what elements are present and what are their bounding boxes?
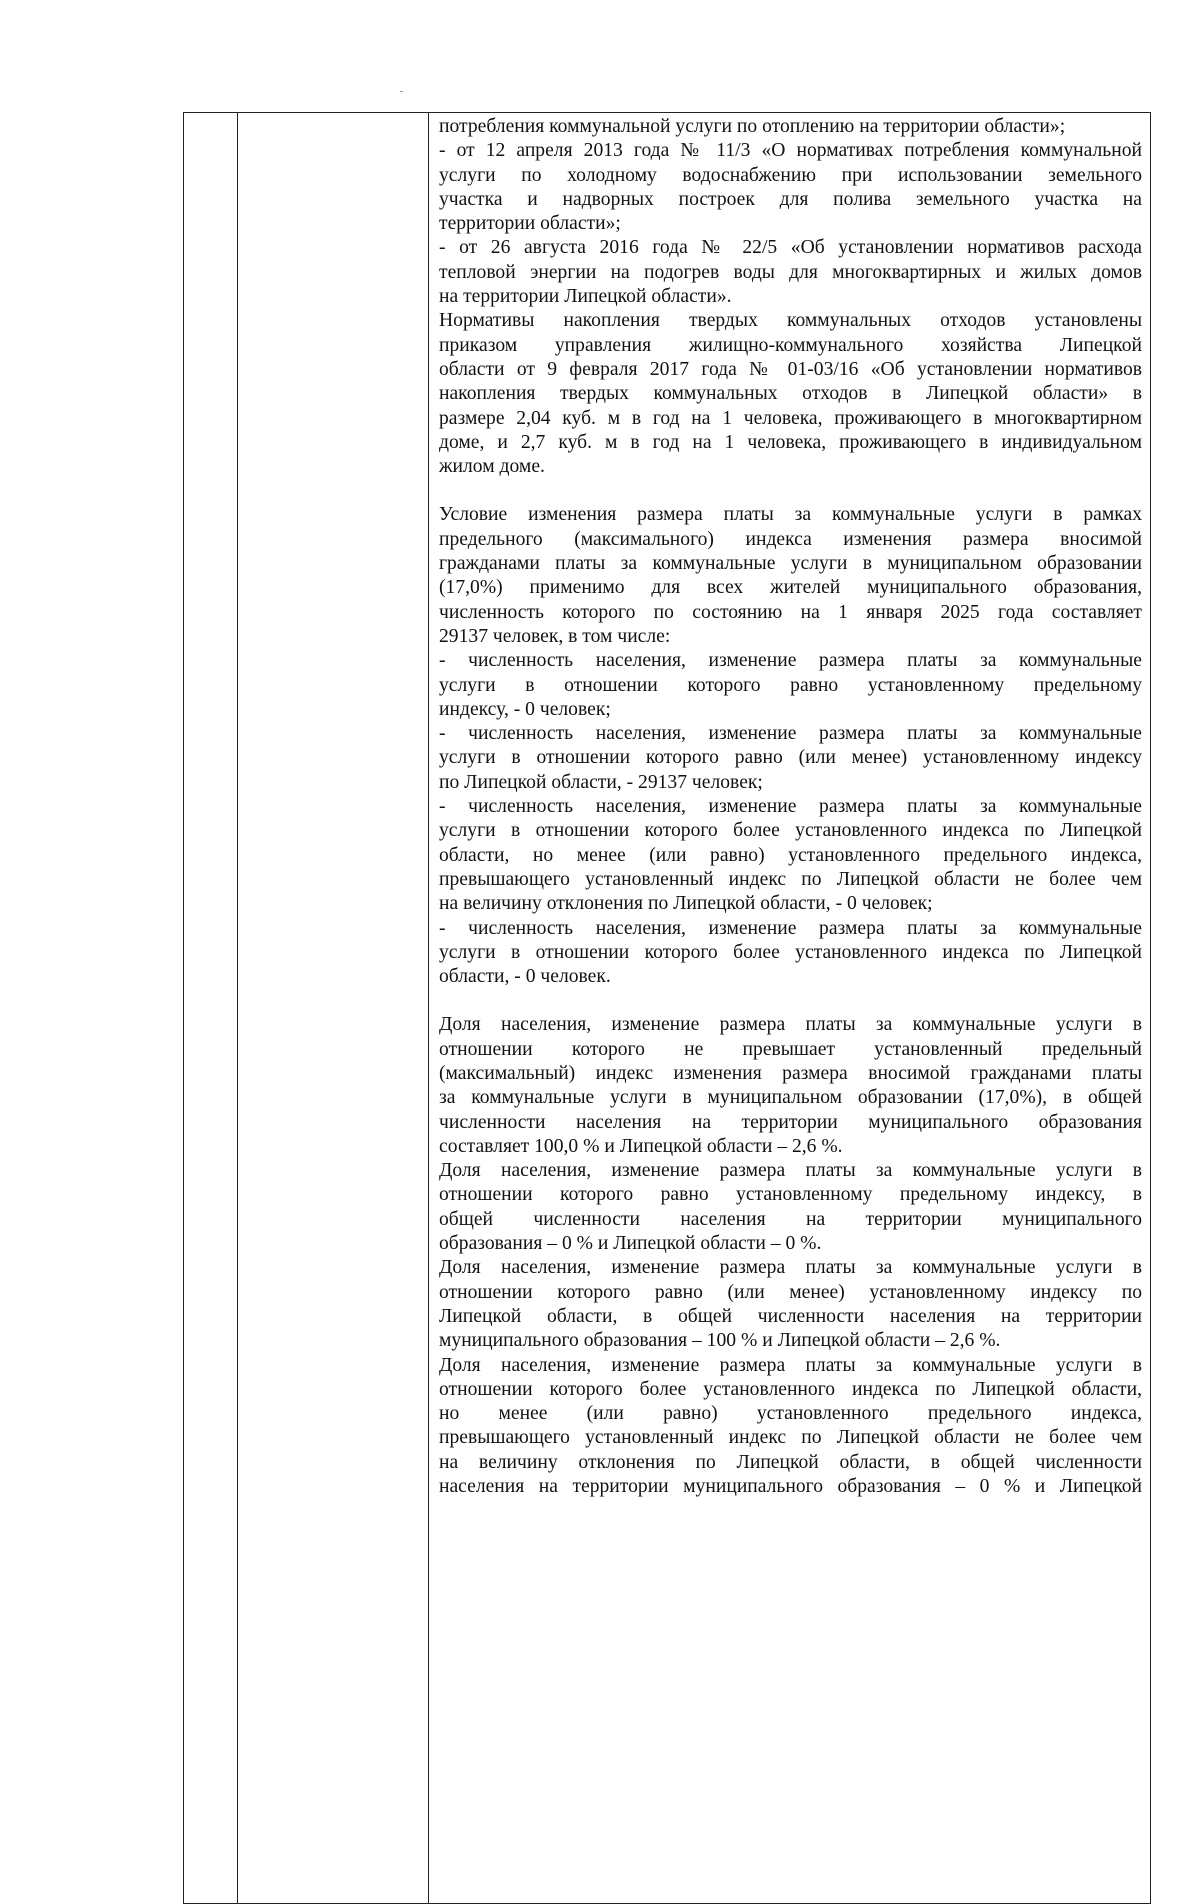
paragraph-gap — [439, 989, 1142, 1013]
text-line: образования – 0 % и Липецкой области – 0 %. — [439, 1233, 822, 1255]
text-line: по Липецкой области, - 29137 человек; — [439, 771, 763, 793]
text-line: области от 9 февраля 2017 года № 01-03/16 «Об установлении нормативов — [439, 358, 1142, 380]
text-line: области, но менее (или равно) установленного предельного индекса, — [439, 844, 1142, 866]
text-line: накопления твердых коммунальных отходов в Липецкой области» в — [439, 383, 1142, 405]
text-line: за коммунальные услуги в муниципальном образовании (17,0%), в общей — [439, 1087, 1142, 1109]
document-table — [183, 112, 1151, 1904]
text-line: приказом управления жилищно-коммунального хозяйства Липецкой — [439, 334, 1142, 356]
text-line: численности населения на территории муниципального образования — [439, 1111, 1142, 1133]
text-line: - от 12 апреля 2013 года № 11/3 «О нормативах потребления коммунальной — [439, 140, 1142, 162]
text-line: Доля населения, изменение размера платы за коммунальные услуги в — [439, 1354, 1142, 1376]
paragraph — [439, 309, 1142, 479]
text-line: общей численности населения на территории муниципального — [439, 1208, 1142, 1230]
text-line: индексу, - 0 человек; — [439, 698, 611, 720]
text-line: муниципального образования – 100 % и Липецкой области – 2,6 %. — [439, 1330, 1001, 1352]
paragraph — [439, 649, 1142, 722]
text-line: (17,0%) применимо для всех жителей муниципального образования, — [439, 577, 1142, 599]
text-line: отношении которого равно (или менее) установленному индексу по — [439, 1281, 1142, 1303]
paragraph — [439, 1354, 1142, 1500]
text-line: гражданами платы за коммунальные услуги в муниципальном образовании — [439, 553, 1142, 575]
table-cell-name — [238, 113, 429, 1904]
text-line: отношении которого равно установленному предельному индексу, в — [439, 1184, 1142, 1206]
text-line: численность которого по состоянию на 1 января 2025 года составляет — [439, 601, 1142, 623]
paragraph — [439, 722, 1142, 795]
paragraph — [439, 236, 1142, 309]
text-line: тепловой энергии на подогрев воды для многоквартирных и жилых домов — [439, 261, 1142, 283]
paragraph — [439, 1013, 1142, 1159]
text-line: на величину отклонения по Липецкой области, в общей численности — [439, 1451, 1142, 1473]
text-line: услуги в отношении которого равно (или менее) установленному индексу — [439, 747, 1142, 769]
paragraph-gap — [439, 479, 1142, 503]
text-line: Доля населения, изменение размера платы за коммунальные услуги в — [439, 1160, 1142, 1182]
table-cell-text — [429, 113, 1151, 1904]
text-line: доме, и 2,7 куб. м в год на 1 человека, проживающего в индивидуальном — [439, 431, 1142, 453]
paragraph — [439, 115, 1142, 139]
table-row — [184, 113, 1151, 1904]
text-line: превышающего установленный индекс по Липецкой области не более чем — [439, 868, 1142, 890]
text-line: области, - 0 человек. — [439, 966, 611, 988]
text-line: услуги в отношении которого более установленного индекса по Липецкой — [439, 941, 1142, 963]
text-line: составляет 100,0 % и Липецкой области – 2,6 %. — [439, 1135, 843, 1157]
text-line: услуги по холодному водоснабжению при использовании земельного — [439, 164, 1142, 186]
text-line: 29137 человек, в том числе: — [439, 625, 671, 647]
text-line: размере 2,04 куб. м в год на 1 человека, проживающего в многоквартирном — [439, 407, 1142, 429]
text-line: услуги в отношении которого равно установленному предельному — [439, 674, 1142, 696]
text-line: Липецкой области, в общей численности населения на территории — [439, 1305, 1142, 1327]
text-line: - численность населения, изменение размера платы за коммунальные — [439, 723, 1142, 745]
text-body — [439, 115, 1142, 1499]
text-line: территории области»; — [439, 213, 621, 235]
text-line: услуги в отношении которого более установленного индекса по Липецкой — [439, 820, 1142, 842]
text-line: участка и надворных построек для полива земельного участка на — [439, 188, 1142, 210]
text-line: потребления коммунальной услуги по отоплению на территории области»; — [439, 116, 1066, 137]
text-line: Условие изменения размера платы за коммунальные услуги в рамках — [439, 504, 1142, 526]
text-line: - численность населения, изменение размера платы за коммунальные — [439, 650, 1142, 672]
text-line: Доля населения, изменение размера платы за коммунальные услуги в — [439, 1014, 1142, 1036]
table-cell-number — [184, 113, 238, 1904]
paragraph — [439, 795, 1142, 916]
text-line: населения на территории муниципального образования – 0 % и Липецкой — [439, 1476, 1142, 1498]
scan-speck — [400, 91, 403, 92]
text-line: на величину отклонения по Липецкой области, - 0 человек; — [439, 893, 933, 915]
text-line: отношении которого не превышает установленный предельный — [439, 1038, 1142, 1060]
paragraph — [439, 1256, 1142, 1353]
text-line: Нормативы накопления твердых коммунальных отходов установлены — [439, 310, 1142, 332]
text-line: Доля населения, изменение размера платы за коммунальные услуги в — [439, 1257, 1142, 1279]
text-line: - численность населения, изменение размера платы за коммунальные — [439, 796, 1142, 818]
text-line: - от 26 августа 2016 года № 22/5 «Об установлении нормативов расхода — [439, 237, 1142, 259]
text-line: превышающего установленный индекс по Липецкой области не более чем — [439, 1427, 1142, 1449]
text-line: на территории Липецкой области». — [439, 286, 732, 308]
text-line: но менее (или равно) установленного предельного индекса, — [439, 1403, 1142, 1425]
text-line: отношении которого более установленного индекса по Липецкой области, — [439, 1378, 1142, 1400]
text-line: - численность населения, изменение размера платы за коммунальные — [439, 917, 1142, 939]
paragraph — [439, 1159, 1142, 1256]
text-line: жилом доме. — [439, 456, 545, 478]
paragraph — [439, 139, 1142, 236]
paragraph — [439, 503, 1142, 649]
text-line: предельного (максимального) индекса изменения размера вносимой — [439, 528, 1142, 550]
paragraph — [439, 917, 1142, 990]
text-line: (максимальный) индекс изменения размера вносимой гражданами платы — [439, 1062, 1142, 1084]
